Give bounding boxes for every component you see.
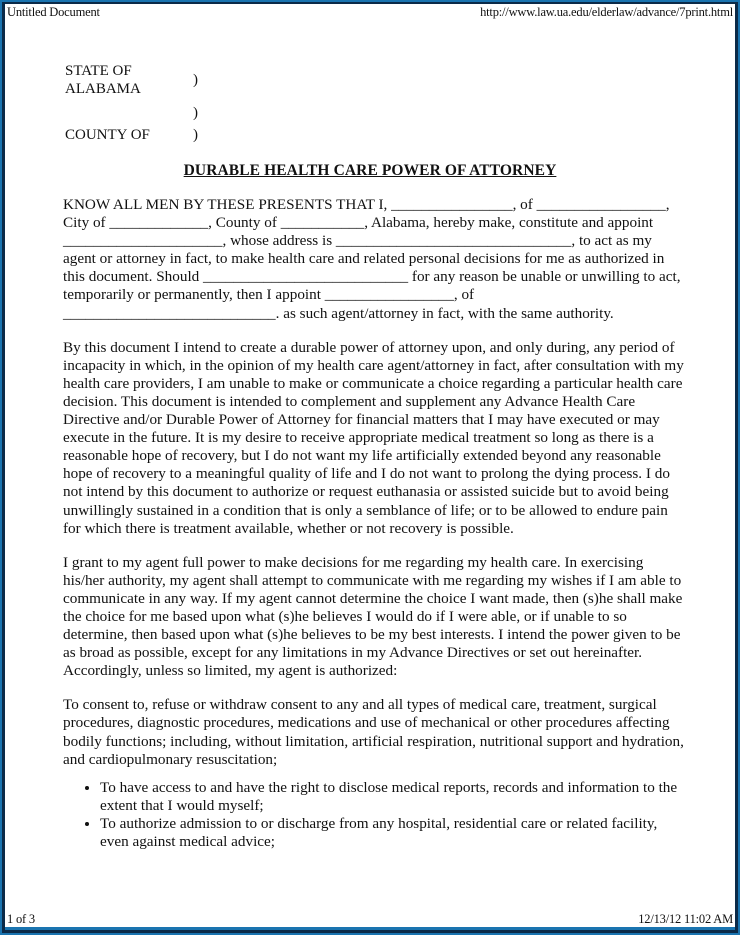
print-header: [7, 4, 733, 20]
caption-row-state: [65, 62, 213, 98]
paragraph-grant-of-power: I grant to my agent full power to make decisions for me regarding my health care. In exercising his/her authority, my agent shall attempt to communicate with me regarding my wishes if I am able to communicate in any way. If my agent cannot determine the choice I want made, then (s)he shall make the choice for me based upon what (s)he believes I would do if I were able, or if unable to so determine, then based upon what (s)he believes to be my best interests. I intend the power given to be as broad as possible, except for any limitations in my Advance Directives or set out hereinafter. Accordingly, unless so limited, my agent is authorized:: [63, 553, 683, 680]
case-caption: [65, 62, 213, 144]
document-title: DURABLE HEALTH CARE POWER OF ATTORNEY: [183, 162, 557, 179]
print-header-url: http://www.law.ua.edu/elderlaw/advance/7print.html: [480, 5, 733, 19]
caption-row-blank: [65, 104, 213, 122]
document-page: [5, 4, 735, 927]
page-count: 1 of 3: [7, 912, 35, 926]
caption-state-label: STATE OF ALABAMA: [65, 63, 141, 97]
paragraph-intent: By this document I intend to create a durable power of attorney upon, and only during, any period of incapacity in which, in the opinion of my health care agent/attorney in fact, after consultation with my health care providers, I am unable to make or communicate a choice regarding a particular health care decision. This document is intended to complement and supplement any Advance Health Care Directive and/or Durable Power of Attorney for financial matters that I may have executed or may execute in the future. It is my desire to receive appropriate medical treatment so long as there is a reasonable hope of recovery, but I do not want my life artificially extended beyond any reasonable hope of recovery to a meaningful quality of life and I do not want to prolong the dying process. I do not intend by this document to authorize or request euthanasia or assisted suicide but to avoid being unwillingly sustained in a condition that is only a semblance of life; or to be allowed to endure pain for which there is treatment available, whether or not recovery is possible.: [63, 338, 684, 537]
list-item: • To have access to and have the right to disclose medical reports, records and information to the extent that I would myself;: [100, 779, 688, 815]
print-timestamp: 12/13/12 11:02 AM: [638, 912, 733, 926]
window-frame-light-band: [5, 4, 735, 930]
print-footer: [7, 911, 733, 927]
document-body: [63, 196, 688, 851]
authorization-list: [63, 779, 688, 851]
paragraph-consent: To consent to, refuse or withdraw consent to any and all types of medical care, treatment, surgical procedures, diagnostic procedures, medications and use of mechanical or other procedures affecting bodily functions; including, without limitation, artificial respiration, nutritional support and hydration, and cardiopulmonary resuscitation;: [63, 696, 684, 768]
caption-county-label: COUNTY OF: [65, 127, 150, 143]
caption-row-county: [65, 126, 213, 144]
paragraph-appointment: KNOW ALL MEN BY THESE PRESENTS THAT I, ________________, of _________________, City of _____________, County of ___________, Alabama, hereby make, constitute and appoint _____________________, whose address is _______________________________, to act as my agent or attorney in fact, to make health care and related personal decisions for me as authorized in this document. Should ___________________________ for any reason be unable or unwilling to act, temporarily or permanently, then I appoint _________________, of ____________________________. as such agent/attorney in fact, with the same authority.: [63, 196, 681, 322]
caption-paren: ): [193, 105, 198, 121]
window-frame-dark-band: [2, 2, 738, 933]
print-header-title: Untitled Document: [7, 5, 100, 19]
caption-paren: ): [193, 127, 198, 143]
caption-paren: ): [193, 72, 198, 88]
list-item: • To authorize admission to or discharge from any hospital, residential care or related facility, even against medical advice;: [100, 815, 688, 851]
